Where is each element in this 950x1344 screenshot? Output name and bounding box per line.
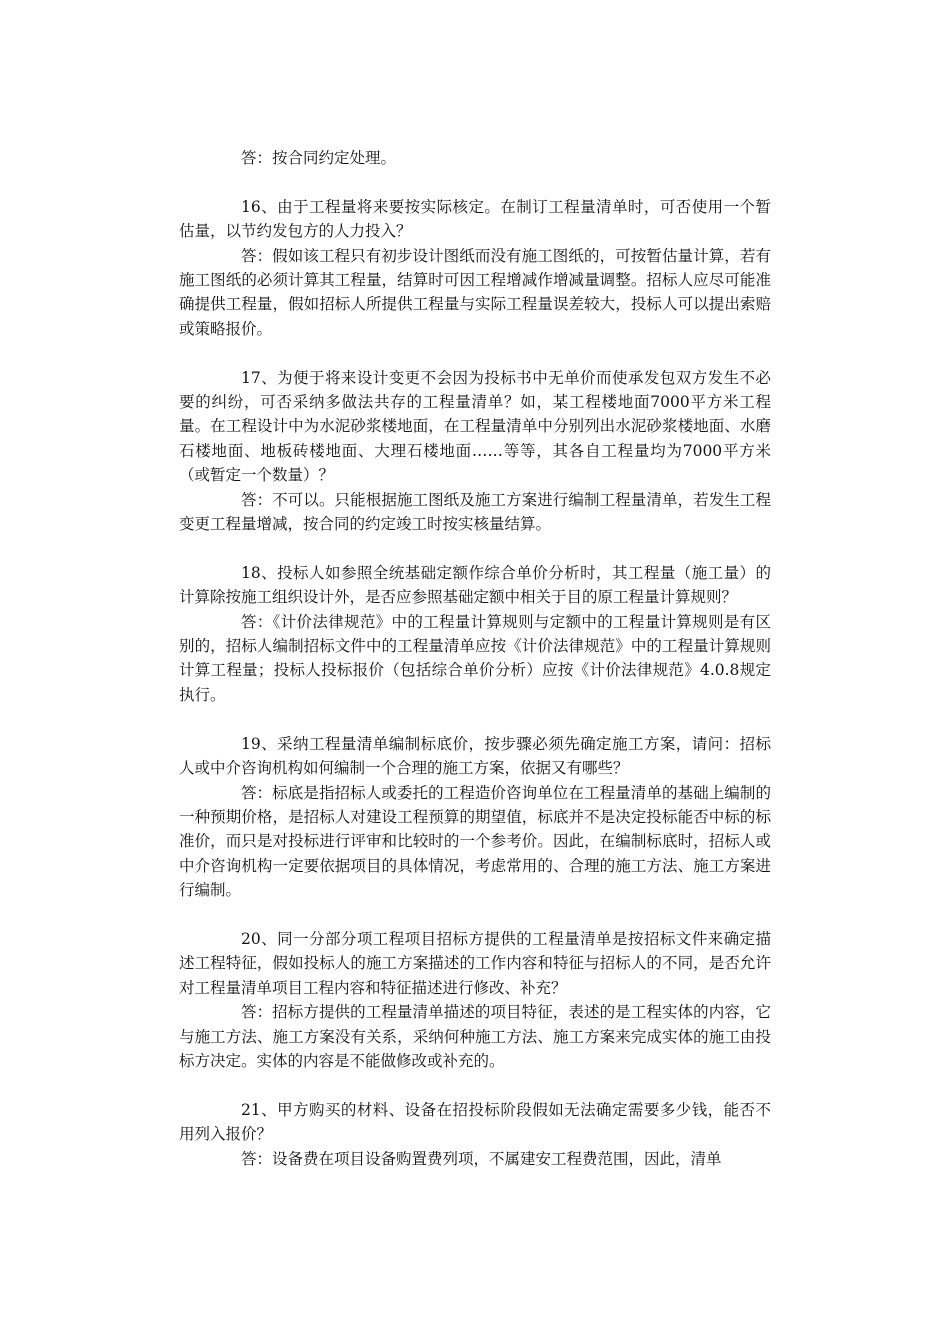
document-body [179,146,771,1171]
question-paragraph: 18、投标人如参照全统基础定额作综合单价分析时，其工程量（施工量）的计算除按施工组织设计外，是否应参照基础定额中相关于目的原工程量计算规则？ [179,563,771,607]
answer-paragraph: 答：《计价法律规范》中的工程量计算规则与定额中的工程量计算规则是有区别的，招标人编制招标文件中的工程量清单应按《计价法律规范》中的工程量计算规则计算工程量；投标人投标报价（包括综合单价分析）应按《计价法律规范》4.0.8规定执行。 [179,612,771,704]
paragraph-spacer [179,170,771,194]
answer-paragraph: 答：按合同约定处理。 [241,149,397,167]
answer-paragraph: 答：招标方提供的工程量清单描述的项目特征，表述的是工程实体的内容，它与施工方法、施工方案没有关系，采纳何种施工方法、施工方案来完成实体的施工由投标方决定。实体的内容是不能做修改或补充的。 [179,1003,771,1070]
question-paragraph: 17、为便于将来设计变更不会因为投标书中无单价而使承发包双方发生不必要的纠纷，可否采纳多做法共存的工程量清单？如，某工程楼地面7000平方米工程量。在工程设计中为水泥砂浆楼地面，在工程量清单中分别列出水泥砂浆楼地面、水磨石楼地面、地板砖楼地面、大理石楼地面……等等，其各自工程量均为7000平方米（或暂定一个数量）？ [179,368,771,485]
paragraph-spacer [179,903,771,927]
answer-paragraph: 答：不可以。只能根据施工图纸及施工方案进行编制工程量清单，若发生工程变更工程量增减，按合同的约定竣工时按实核量结算。 [179,490,771,534]
answer-paragraph: 答：标底是指招标人或委托的工程造价咨询单位在工程量清单的基础上编制的一种预期价格，是招标人对建设工程预算的期望值，标底并不是决定投标能否中标的标准价，而只是对投标进行评审和比较时的一个参考价。因此，在编制标底时，招标人或中介咨询机构一定要依据项目的具体情况，考虑常用的、合理的施工方法、施工方案进行编制。 [179,783,771,900]
paragraph-spacer [179,707,771,731]
question-paragraph: 16、由于工程量将来要按实际核定。在制订工程量清单时，可否使用一个暂估量，以节约发包方的人力投入？ [179,197,771,241]
answer-paragraph: 答：假如该工程只有初步设计图纸而没有施工图纸的，可按暂估量计算，若有施工图纸的必须计算其工程量，结算时可因工程增减作增减量调整。招标人应尽可能准确提供工程量，假如招标人所提供工程量与实际工程量误差较大，投标人可以提出索赔或策略报价。 [179,246,771,338]
paragraph-spacer [179,341,771,365]
question-paragraph: 21、甲方购买的材料、设备在招投标阶段假如无法确定需要多少钱，能否不用列入报价？ [179,1100,771,1144]
paragraph-spacer [179,1073,771,1097]
answer-paragraph: 答：设备费在项目设备购置费列项，不属建安工程费范围，因此，清单 [241,1149,722,1168]
paragraph-spacer [179,536,771,560]
question-paragraph: 19、采纳工程量清单编制标底价，按步骤必须先确定施工方案，请问：招标人或中介咨询机构如何编制一个合理的施工方案，依据又有哪些？ [179,734,771,778]
question-paragraph: 20、同一分部分项工程项目招标方提供的工程量清单是按招标文件来确定描述工程特征，假如投标人的施工方案描述的工作内容和特征与招标人的不同，是否允许对工程量清单项目工程内容和特征描述进行修改、补充？ [179,929,771,997]
